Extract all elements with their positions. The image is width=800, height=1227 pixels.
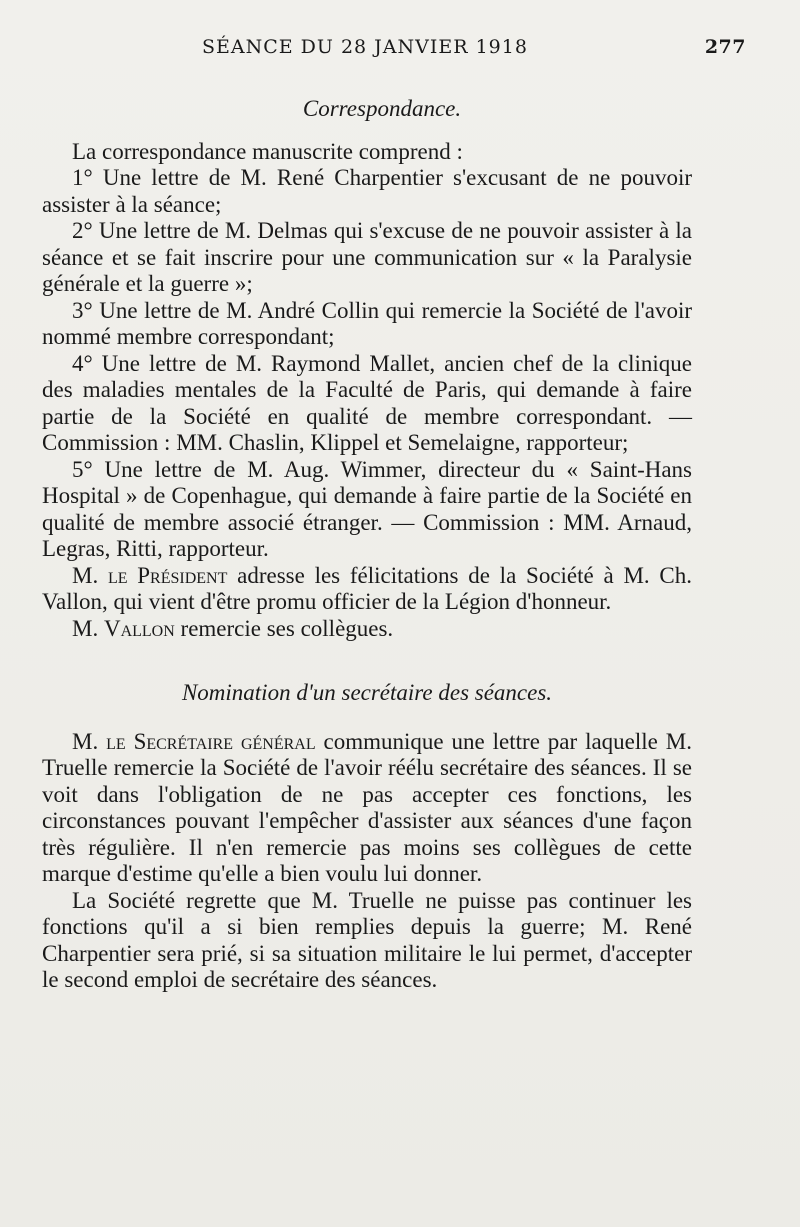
paragraph-closing: La Société regrette que M. Truelle ne puisse pas continuer les fonctions qu'il a si bien remplies depuis la guerre; M. René Charpentier sera prié, si sa situation militaire le lui permet, d'accepter le second emploi de secrétaire des séances. bbox=[42, 887, 692, 992]
section-heading-nomination: Nomination d'un secrétaire des séances. bbox=[181, 680, 553, 705]
vallon-text: remercie ses collègues. bbox=[174, 615, 394, 641]
paragraph-item-2: 2° Une lettre de M. Delmas qui s'excuse de ne pouvoir assister à la séance et se fait inscrire pour une communication sur « la Paralysie générale et la guerre »; bbox=[42, 218, 692, 296]
president-prefix: M. bbox=[72, 562, 108, 588]
paragraph-item-5: 5° Une lettre de M. Aug. Wimmer, directeur du « Saint-Hans Hospital » de Copenhague, qui demande à faire partie de la Société en qualité de membre associé étranger. — Commission : MM. Arnaud, Legras, Ritti, rapporteur. bbox=[42, 456, 692, 561]
header-title: SÉANCE DU 28 JANVIER 1918 bbox=[202, 36, 528, 58]
secretaire-text: communique une lettre par laquelle M. Truelle remercie la Société de l'avoir réélu secrétaire des séances. Il se voit dans l'obligation de ne pas accepter ces fonctions, les circonstances pouvant l'empêcher d'assister aux séances d'une façon très régulière. Il n'en remercie pas moins ses collègues de cette marque d'estime qu'elle a bien voulu lui donner. bbox=[42, 728, 692, 886]
body-text bbox=[42, 96, 692, 994]
paragraph-vallon bbox=[42, 616, 692, 643]
page-number: 277 bbox=[704, 36, 746, 58]
secretaire-prefix: M. bbox=[72, 728, 107, 754]
paragraph-president bbox=[42, 563, 692, 616]
paragraph-item-4: 4° Une lettre de M. Raymond Mallet, ancien chef de la clinique des maladies mentales de la Faculté de Paris, qui demande à faire partie de la Société en qualité de membre correspondant. — Commission : MM. Chaslin, Klippel et Semelaigne, rapporteur; bbox=[42, 350, 692, 455]
paragraph-item-1: 1° Une lettre de M. René Charpentier s'excusant de ne pouvoir assister à la séance; bbox=[42, 165, 692, 217]
paragraph-item-3: 3° Une lettre de M. André Collin qui remercie la Société de l'avoir nommé membre correspondant; bbox=[42, 297, 692, 349]
president-text: adresse les félicitations de la Société à M. Ch. Vallon, qui vient d'être promu officier de la Légion d'honneur. bbox=[42, 562, 692, 614]
vallon-name: Vallon bbox=[103, 615, 175, 641]
paragraph-intro: La correspondance manuscrite comprend : bbox=[72, 138, 463, 164]
running-header bbox=[42, 32, 758, 62]
paragraph-secretaire bbox=[42, 729, 692, 888]
secretaire-title: le Secrétaire général bbox=[106, 728, 316, 754]
section-heading-correspondance: Correspondance. bbox=[302, 96, 462, 121]
president-title: le Président bbox=[107, 562, 228, 588]
vallon-prefix: M. bbox=[72, 615, 104, 641]
